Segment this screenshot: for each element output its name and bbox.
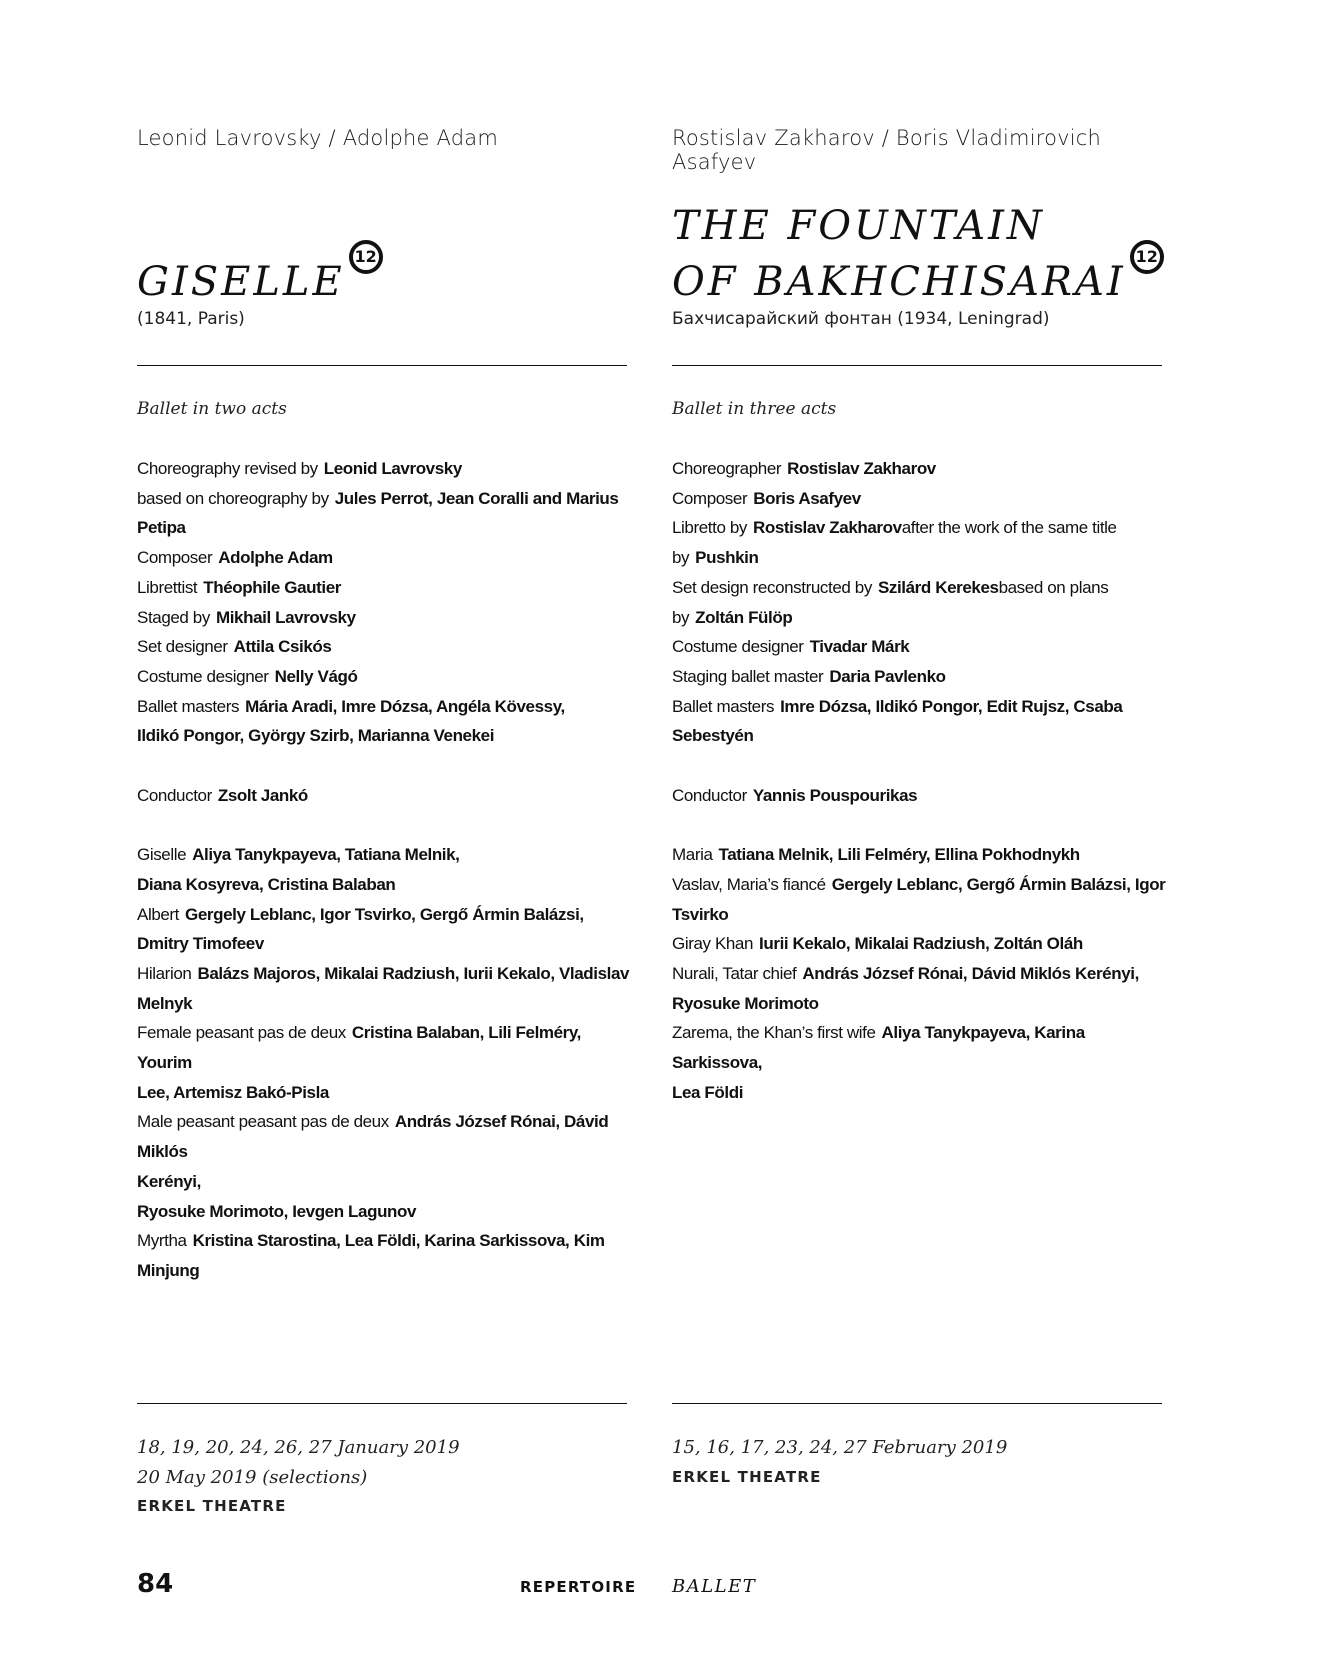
credit-role: Composer (137, 548, 213, 568)
age-rating-badge: 12 (1130, 240, 1164, 274)
credit-line (137, 959, 637, 1018)
credit-names: Pushkin (695, 548, 759, 568)
credit-names: Lea Földi (672, 1082, 744, 1102)
premiere-info: Бахчисарайский фонтан (1934, Leningrad) (672, 309, 1050, 329)
credits-list (137, 454, 637, 1286)
category-label: BALLET (672, 1576, 757, 1597)
credit-role: Albert (137, 904, 180, 924)
age-rating-badge: 12 (349, 240, 383, 274)
credit-role: Choreographer (672, 459, 782, 478)
venue-name: ERKEL THEATRE (672, 1467, 822, 1486)
credit-names: Ildikó Pongor, György Szirb, Marianna Venekei (137, 726, 495, 746)
title-line: OF BAKHCHISARAI (672, 259, 1126, 305)
divider (672, 365, 1162, 366)
credit-line (137, 484, 637, 543)
credit-line (137, 1078, 637, 1108)
credit-line (672, 484, 1172, 514)
credit-line (137, 900, 637, 930)
credit-role: Zarema, the Khan’s first wife (672, 1023, 876, 1043)
divider (137, 1403, 627, 1404)
performance-dates (137, 1433, 637, 1522)
section-label: REPERTOIRE (520, 1578, 637, 1596)
genre-label: Ballet in two acts (137, 399, 287, 419)
credit-names: Imre Dózsa, Ildikó Pongor, Edit Rujsz, Csaba Sebestyén (672, 696, 1123, 746)
credit-role: Myrtha (137, 1231, 187, 1251)
credit-role: Conductor (672, 785, 747, 805)
date-line: 20 May 2019 (selections) (137, 1466, 368, 1488)
credit-names: Mikhail Lavrovsky (215, 607, 356, 627)
title-line: GISELLE (137, 259, 345, 305)
credit-line (672, 870, 1172, 929)
credit-line (672, 840, 1172, 870)
credit-names: Jules Perrot, Jean Coralli and Marius Petipa (137, 488, 619, 538)
credit-names: Lee, Artemisz Bakó-Pisla (137, 1082, 329, 1102)
credit-role: Ballet masters (672, 696, 775, 716)
credit-line (137, 870, 637, 900)
credit-names: Dmitry Timofeev (137, 934, 264, 954)
credit-names: Leonid Lavrovsky (323, 459, 462, 478)
credit-names: András József Rónai, Dávid Miklós Kerényi, (802, 963, 1139, 983)
credit-names: Théophile Gautier (203, 577, 341, 597)
creators-line: Leonid Lavrovsky / Adolphe Adam (137, 126, 498, 150)
credit-names: Ryosuke Morimoto, Ievgen Lagunov (137, 1201, 417, 1221)
credit-role: Giselle (137, 845, 187, 865)
credit-names: Zoltán Fülöp (695, 607, 793, 627)
credit-role: based on plans by (672, 577, 1109, 627)
venue-name: ERKEL THEATRE (137, 1497, 287, 1515)
credit-names: Mária Aradi, Imre Dózsa, Angéla Kövessy, (245, 696, 565, 716)
credit-spacer (137, 751, 637, 781)
credit-line (672, 929, 1172, 959)
credit-role: after the work of the same title by (672, 518, 1117, 568)
credit-line (137, 603, 637, 633)
credit-role: Costume designer (137, 666, 269, 686)
credit-role: Librettist (137, 577, 198, 597)
divider (672, 1403, 1162, 1404)
credit-role: Costume designer (672, 637, 804, 657)
credit-names: András József Rónai, Dávid Miklós (137, 1112, 609, 1162)
credit-line (672, 632, 1172, 662)
credit-role: Nurali, Tatar chief (672, 963, 797, 983)
ballet-title (137, 247, 657, 310)
credit-names: Tatiana Melnik, Lili Felméry, Ellina Pokhodnykh (718, 845, 1080, 865)
credit-line (672, 959, 1172, 989)
credit-line (672, 662, 1172, 692)
credit-names: Yannis Pouspourikas (752, 785, 918, 805)
credit-line (137, 454, 637, 484)
credit-line (137, 1018, 637, 1077)
credit-line (672, 989, 1172, 1019)
credit-role: Hilarion (137, 963, 192, 983)
credit-names: Diana Kosyreva, Cristina Balaban (137, 874, 396, 894)
credit-role: based on choreography by (137, 488, 329, 508)
credit-line (137, 692, 637, 722)
credit-names: Kristina Starostina, Lea Földi, Karina Sarkissova, Kim Minjung (137, 1231, 605, 1280)
credits-list (672, 454, 1172, 1107)
credit-line (672, 513, 1172, 572)
credit-spacer (672, 751, 1172, 781)
date-line: 18, 19, 20, 24, 26, 27 January 2019 (137, 1437, 460, 1458)
credit-line (137, 1107, 637, 1166)
date-line: 15, 16, 17, 23, 24, 27 February 2019 (672, 1437, 1008, 1458)
credit-line (137, 929, 637, 959)
credit-names: Cristina Balaban, Lili Felméry, Yourim (137, 1023, 581, 1073)
performance-dates (672, 1433, 1172, 1492)
credit-names: Zsolt Jankó (217, 785, 308, 805)
credit-names: Aliya Tanykpayeva, Karina Sarkissova, (672, 1023, 1085, 1073)
credit-names: Gergely Leblanc, Gergő Ármin Balázsi, Igor Tsvirko (672, 874, 1166, 924)
credit-line (137, 781, 637, 811)
credit-names: Kerényi, (137, 1171, 201, 1191)
credit-role: Set designer (137, 637, 228, 657)
right-column (672, 0, 1166, 1680)
credit-role: Composer (672, 488, 748, 508)
premiere-info: (1841, Paris) (137, 309, 245, 329)
credit-line (137, 662, 637, 692)
left-column (137, 0, 637, 1680)
credit-line (137, 543, 637, 573)
credit-names: Aliya Tanykpayeva, Tatiana Melnik, (192, 845, 460, 865)
credit-names: Attila Csikós (233, 637, 332, 657)
credit-names: Balázs Majoros, Mikalai Radziush, Iurii Kekalo, Vladislav Melnyk (137, 963, 630, 1013)
divider (137, 365, 627, 366)
credit-role: Giray Khan (672, 934, 754, 954)
credit-line (672, 1018, 1172, 1077)
credit-role: Ballet masters (137, 696, 240, 716)
credit-names: Iurii Kekalo, Mikalai Radziush, Zoltán Oláh (759, 934, 1083, 954)
genre-label: Ballet in three acts (672, 399, 837, 419)
credit-names: Rostislav Zakharov (787, 459, 936, 478)
ballet-title (672, 198, 1192, 310)
credit-line (672, 573, 1172, 632)
credit-line (137, 840, 637, 870)
credit-names: Boris Asafyev (753, 488, 861, 508)
credit-role: Male peasant peasant pas de deux (137, 1112, 389, 1132)
credit-line (137, 721, 637, 751)
credit-names: Adolphe Adam (218, 548, 333, 568)
credit-names: Daria Pavlenko (829, 666, 946, 686)
credit-role: Female peasant pas de deux (137, 1023, 346, 1043)
credit-role: Libretto by (672, 518, 747, 538)
credit-role: Choreography revised by (137, 459, 318, 478)
credit-line (672, 1078, 1172, 1108)
credit-line (672, 692, 1172, 751)
credit-line (137, 632, 637, 662)
credit-names: Szilárd Kerekes (877, 577, 999, 597)
credit-line (137, 1226, 637, 1285)
credit-names: Gergely Leblanc, Igor Tsvirko, Gergő Ármin Balázsi, (185, 904, 584, 924)
title-line: THE FOUNTAIN (672, 203, 1045, 249)
credit-names: Tivadar Márk (809, 637, 910, 657)
credit-role: Maria (672, 845, 713, 865)
page-number: 84 (137, 1569, 174, 1599)
credit-spacer (137, 810, 637, 840)
credit-role: Conductor (137, 785, 212, 805)
credit-names: Rostislav Zakharov (752, 518, 902, 538)
creators-line: Rostislav Zakharov / Boris Vladimirovich Asafyev (672, 126, 1102, 174)
credit-role: Set design reconstructed by (672, 577, 872, 597)
credit-line (137, 1197, 637, 1227)
credit-role: Staging ballet master (672, 666, 824, 686)
credit-line (672, 454, 1172, 484)
credit-role: Vaslav, Maria’s fiancé (672, 874, 826, 894)
credit-line (672, 781, 1172, 811)
credit-spacer (672, 810, 1172, 840)
credit-names: Ryosuke Morimoto (672, 993, 819, 1013)
credit-role: Staged by (137, 607, 210, 627)
credit-line (137, 573, 637, 603)
credit-line (137, 1167, 637, 1197)
credit-names: Nelly Vágó (274, 666, 358, 686)
